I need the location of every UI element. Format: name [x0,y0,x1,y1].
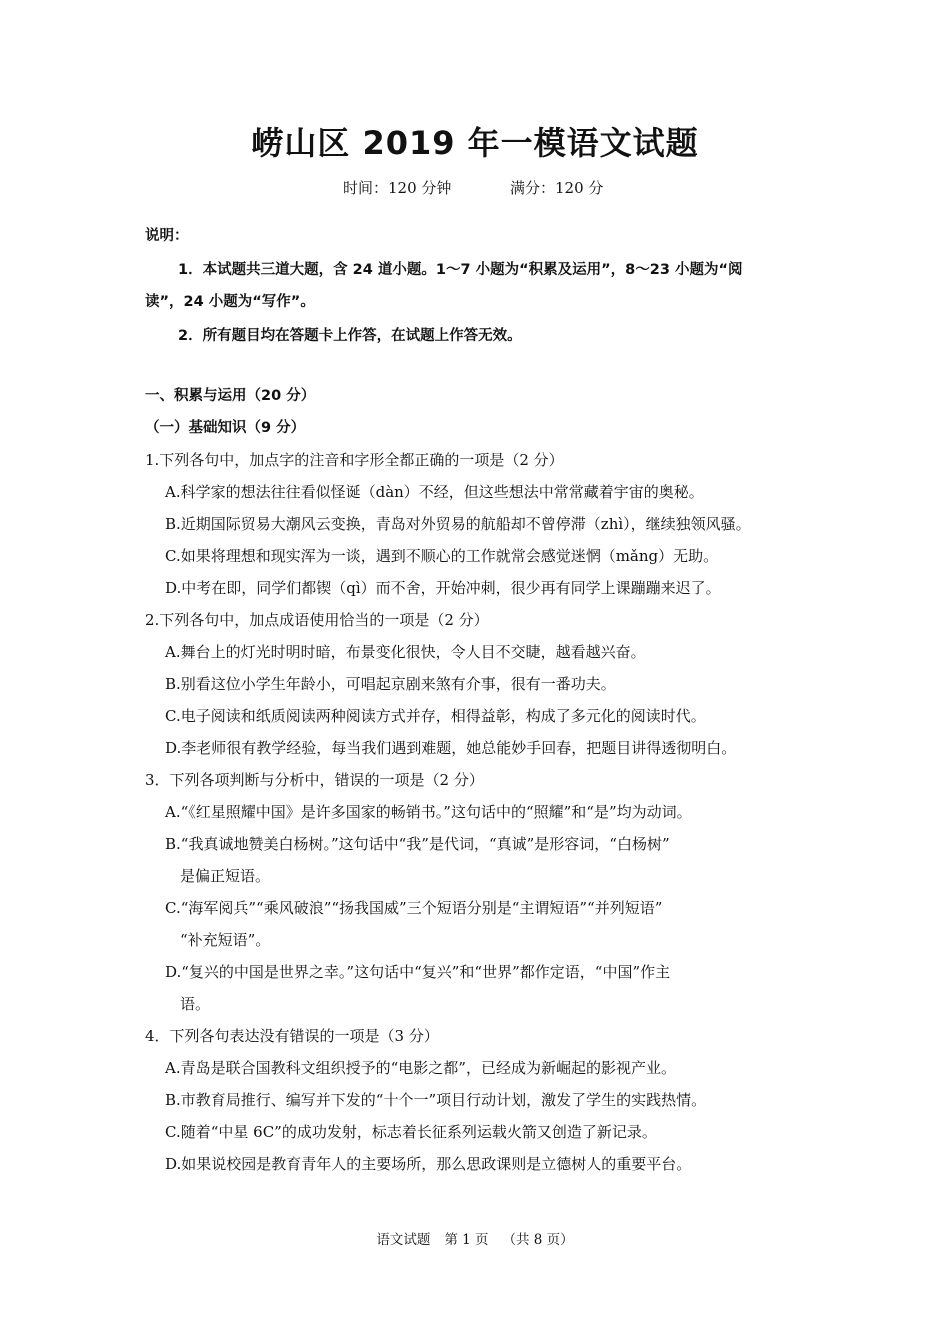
question-option: A.“《红星照耀中国》是许多国家的畅销书。”这句话中的“照耀”和“是”均为动词。 [165,803,692,821]
page-title: 崂山区 2019 年一模语文试题 [251,124,699,162]
instructions-heading: 说明： [145,228,189,244]
question-option: D.如果说校园是教育青年人的主要场所，那么思政课则是立德树人的重要平台。 [165,1155,692,1173]
question-option: C.如果将理想和现实浑为一谈，遇到不顺心的工作就常会感觉迷惘（mǎng）无助。 [165,547,719,565]
question-option: C.“海军阅兵”“乘风破浪”“扬我国威”三个短语分别是“主谓短语”“并列短语” [165,899,663,917]
section-heading: 一、积累与运用（20 分） [145,388,316,404]
question-option: B.近期国际贸易大潮风云变换，青岛对外贸易的航船却不曾停滞（zhì），继续独领风骚。 [165,515,751,533]
instruction-item-1: 1．本试题共三道大题，含 24 道小题。1～7 小题为“积累及运用”，8～23 小题为“阅 [178,262,743,278]
footer-page-number: 第 1 页 [444,1232,489,1248]
question-stem: 4．下列各句表达没有错误的一项是（3 分） [145,1027,439,1045]
exam-time: 时间：120 分钟 [343,179,452,197]
instruction-item-1-cont: 读”，24 小题为“写作”。 [145,294,315,310]
question-option: D.李老师很有教学经验，每当我们遇到难题，她总能妙手回春，把题目讲得透彻明白。 [165,739,737,757]
sub-section-heading: （一）基础知识（9 分） [145,420,306,436]
question-stem: 3．下列各项判断与分析中，错误的一项是（2 分） [145,771,484,789]
question-option: B.“我真诚地赞美白杨树。”这句话中“我”是代词，“真诚”是形容词，“白杨树” [165,835,670,853]
question-option: A.青岛是联合国教科文组织授予的“电影之都”，已经成为新崛起的影视产业。 [165,1059,676,1077]
instruction-item-2: 2．所有题目均在答题卡上作答，在试题上作答无效。 [178,328,522,344]
question-stem: 2.下列各句中，加点成语使用恰当的一项是（2 分） [145,611,489,629]
question-option: A.舞台上的灯光时明时暗，布景变化很快，令人目不交睫，越看越兴奋。 [165,643,646,661]
question-option-cont: “补充短语”。 [180,931,271,949]
question-stem: 1.下列各句中，加点字的注音和字形全都正确的一项是（2 分） [145,451,564,469]
exam-score: 满分：120 分 [510,179,604,197]
question-option: A.科学家的想法往往看似怪诞（dàn）不经，但这些想法中常常藏着宇宙的奥秘。 [165,483,704,501]
footer-total-pages: （共 8 页） [502,1232,574,1248]
page-footer [0,1228,950,1248]
question-option: C.电子阅读和纸质阅读两种阅读方式并存，相得益彰，构成了多元化的阅读时代。 [165,707,706,725]
footer-subject: 语文试题 [376,1232,431,1248]
question-option: C.随着“中星 6C”的成功发射，标志着长征系列运载火箭又创造了新记录。 [165,1123,657,1141]
question-option-cont: 是偏正短语。 [180,867,271,885]
question-option: B.市教育局推行、编写并下发的“十个一”项目行动计划，激发了学生的实践热情。 [165,1091,707,1109]
question-option: B.别看这位小学生年龄小，可唱起京剧来煞有介事，很有一番功夫。 [165,675,616,693]
question-option: D.中考在即，同学们都锲（qì）而不舍，开始冲刺，很少再有同学上课蹦蹦来迟了。 [165,579,721,597]
question-option: D.“复兴的中国是世界之幸。”这句话中“复兴”和“世界”都作定语，“中国”作主 [165,963,671,981]
question-option-cont: 语。 [180,995,211,1013]
